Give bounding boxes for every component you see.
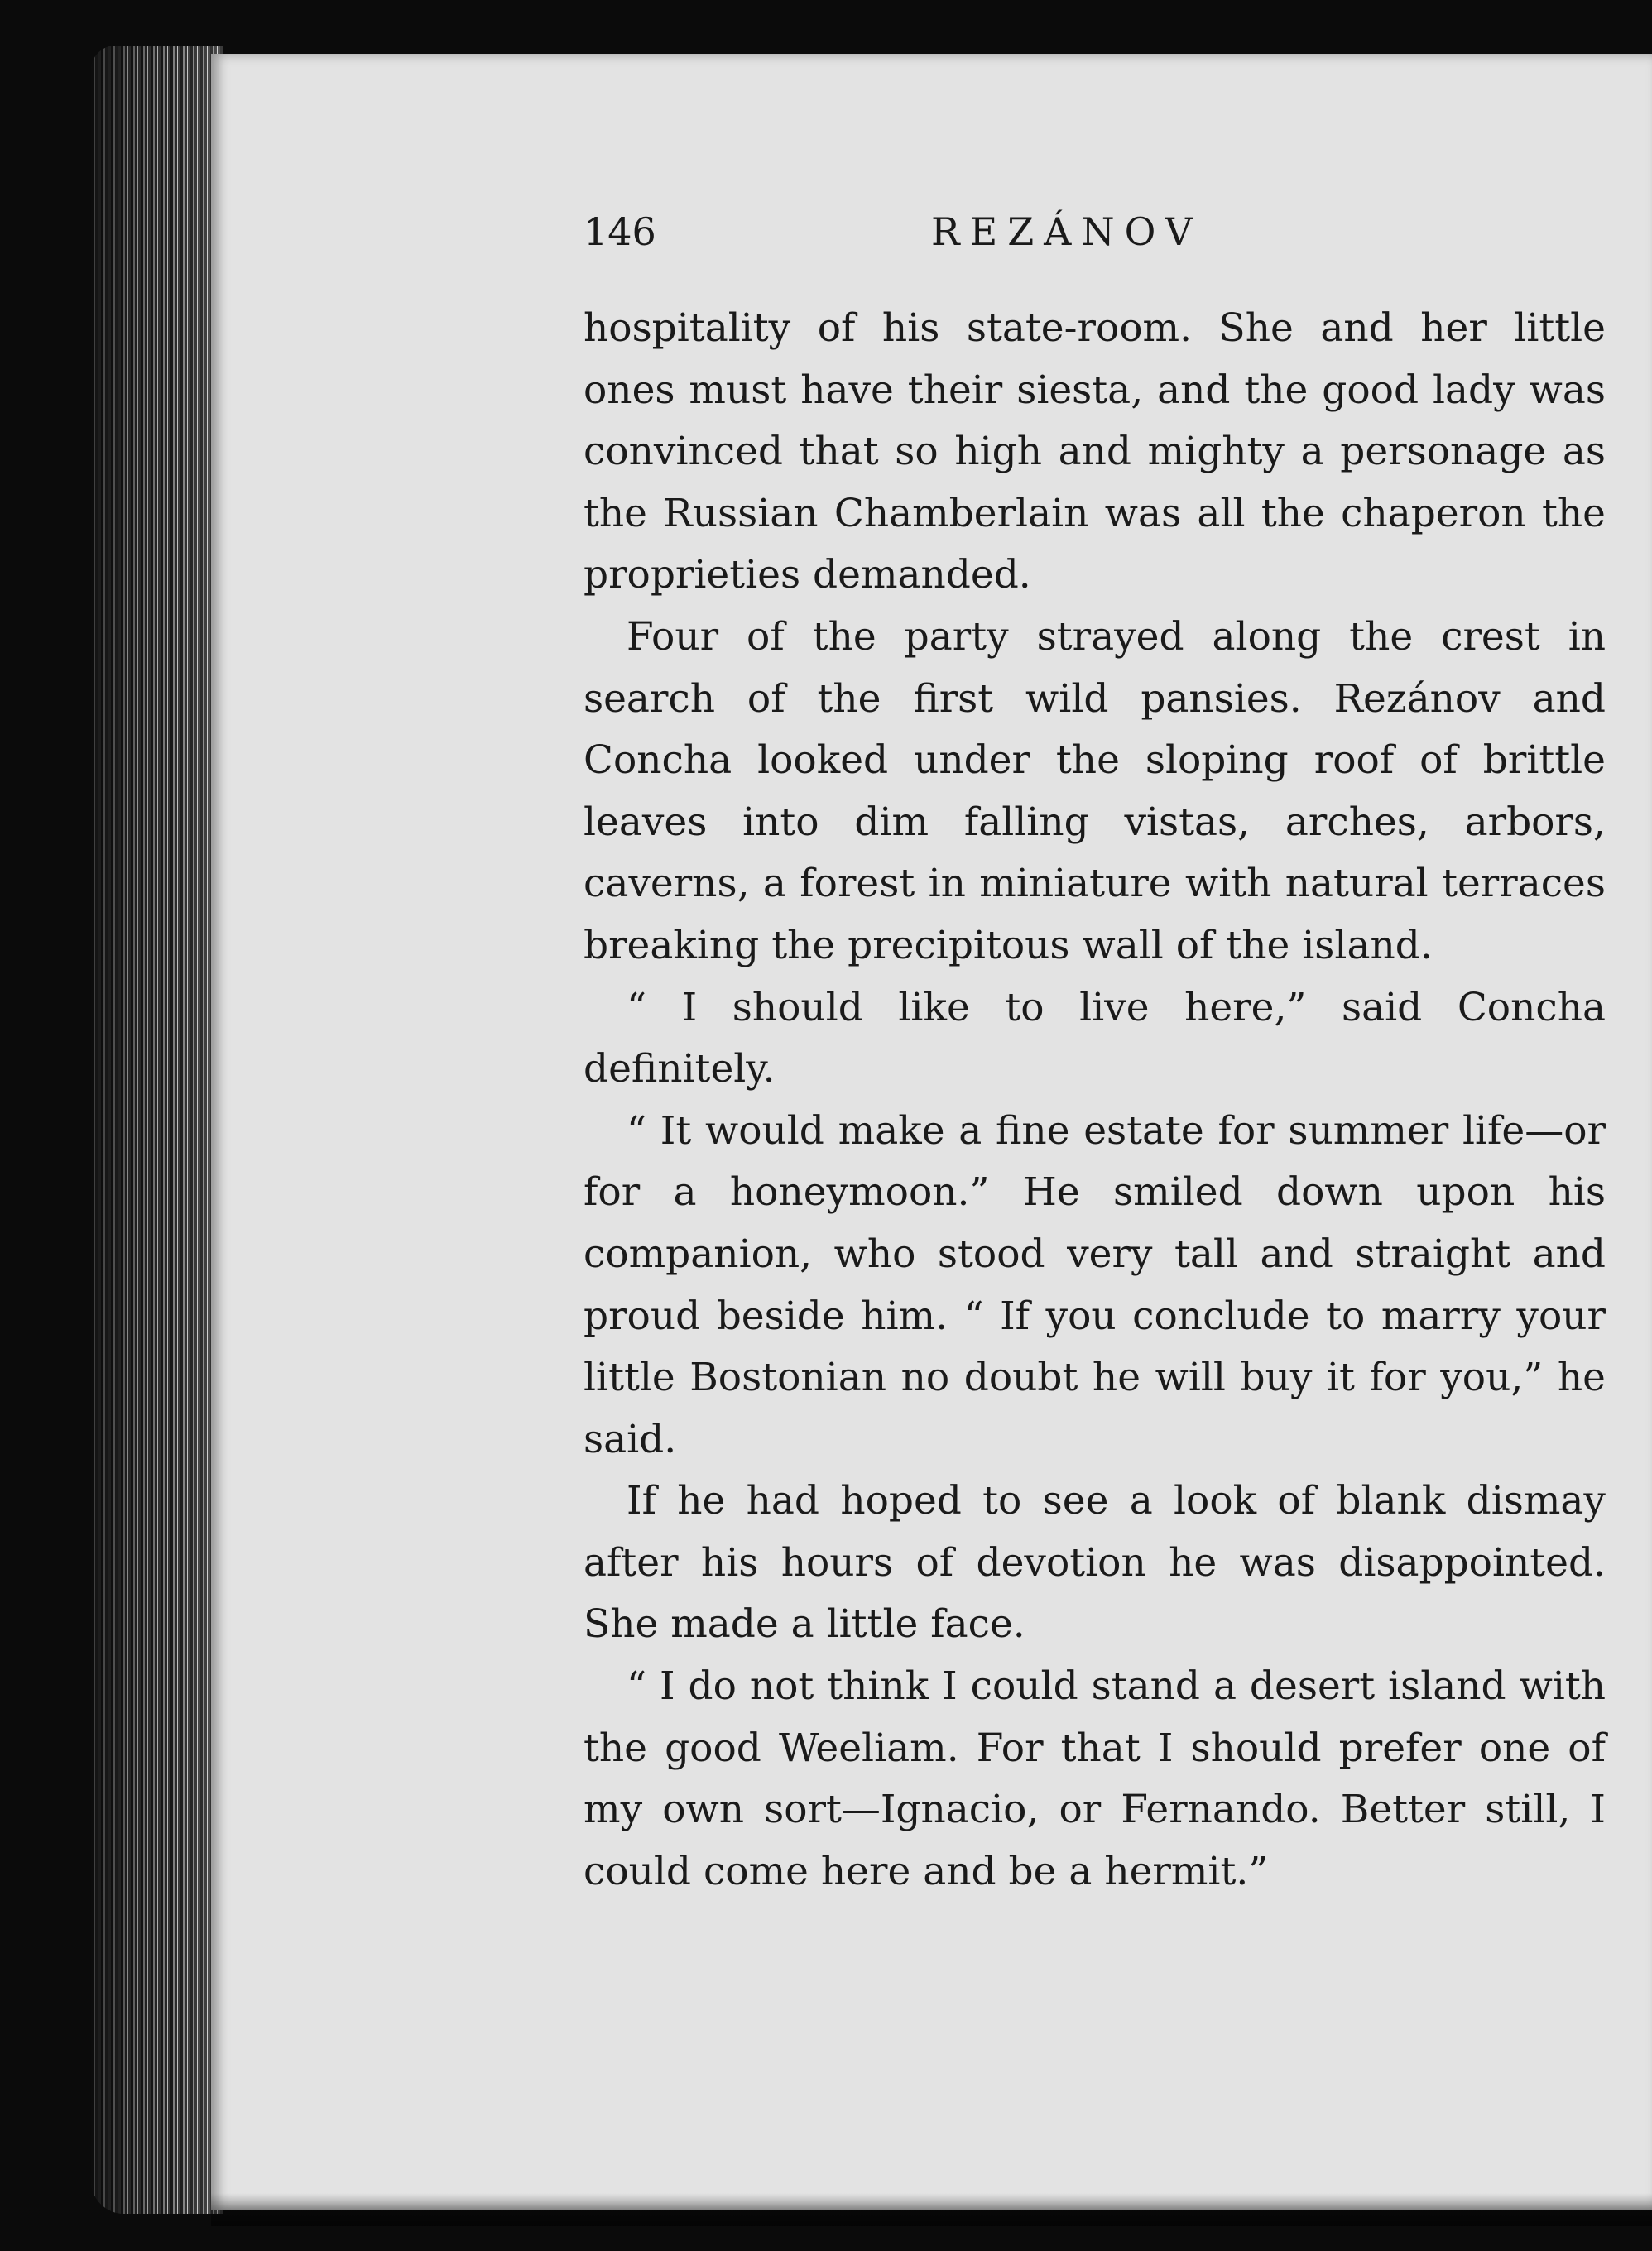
paragraph-4: “ It would make a fine estate for summer life—or for a honeymoon.” He smiled down upon his companion, who stood very tall and straight and proud beside him. “ If you conclude to marry your little Bostonian no doubt he will buy it for you,” he said. — [583, 1107, 1606, 1462]
body-text — [583, 298, 1606, 1903]
book-page-edges — [91, 46, 223, 2214]
paragraph-5: If he had hoped to see a look of blank dismay after his hours of devotion he was disappointed. She made a little face. — [583, 1478, 1606, 1648]
page-bottom-shadow — [211, 2193, 1652, 2226]
running-title: REZÁNOV — [931, 209, 1203, 254]
page-number: 146 — [583, 209, 656, 254]
paragraph-6: “ I do not think I could stand a desert island with the good Weeliam. For that I should prefer one of my own sort—Ignacio, or Fernando. Better still, I could come here and be a hermit.” — [583, 1663, 1606, 1894]
running-head — [583, 199, 1606, 265]
page-text-block — [583, 199, 1606, 1903]
paragraph-2: Four of the party strayed along the crest in search of the first wild pansies. Rezánov and Concha looked under the sloping roof of brittle leaves into dim falling vistas, arches, arbors, caverns, a forest in miniature with natural terraces breaking the precipitous wall of the island. — [583, 613, 1606, 968]
paragraph-1: hospitality of his state-room. She and her little ones must have their siesta, and the good lady was convinced that so high and mighty a personage as the Russian Chamberlain was all the chaperon the proprieties demanded. — [583, 305, 1606, 598]
paragraph-3: “ I should like to live here,” said Concha definitely. — [583, 984, 1606, 1092]
